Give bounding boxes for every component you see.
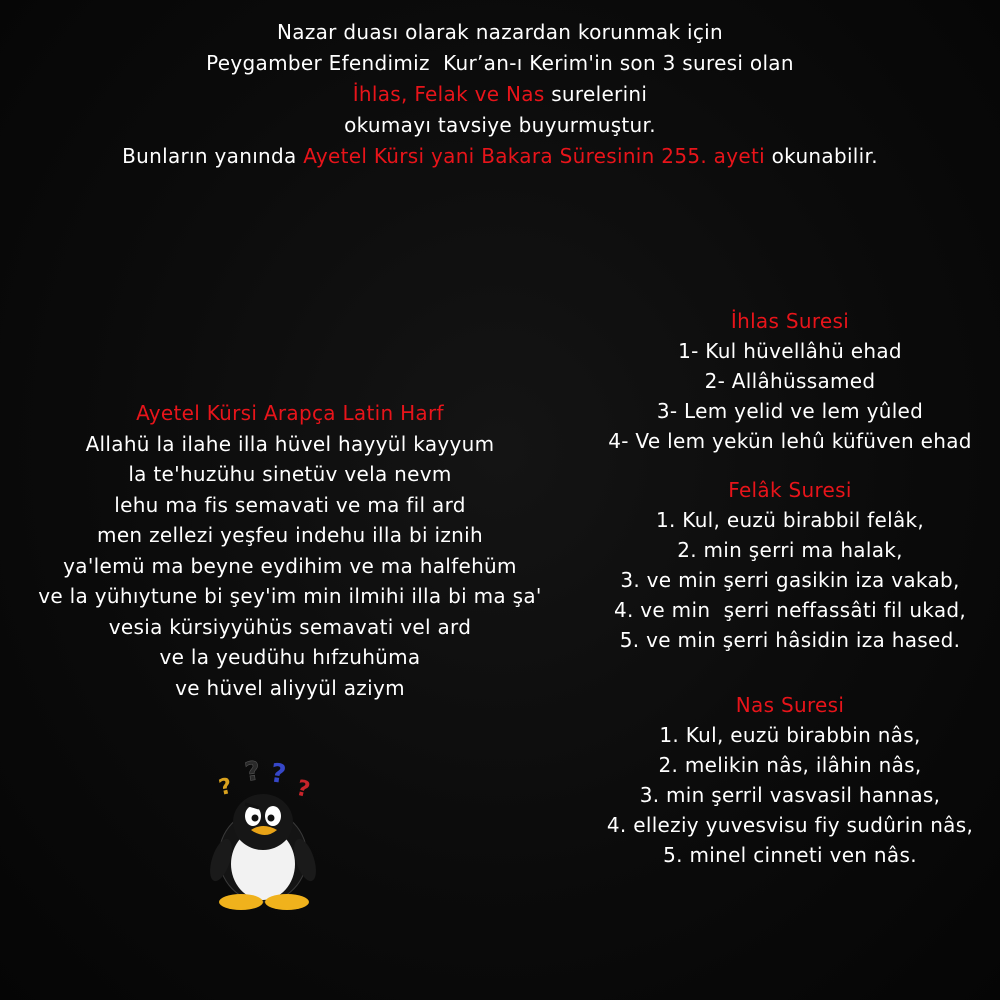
ayetel-kursi-line: ve la yeudühu hıfzuhüma — [159, 645, 421, 669]
ayetel-kursi-line: ve hüvel aliyyül aziym — [175, 675, 405, 700]
svg-text:?: ? — [293, 775, 313, 804]
intro-line-5 — [0, 141, 1000, 172]
nas-verse: 3. min şerril vasvasil hannas, — [639, 783, 941, 807]
felak-verse: 1. Kul, euzü birabbil felâk, — [655, 508, 925, 532]
nas-verse: 1. Kul, euzü birabbin nâs, — [659, 723, 921, 747]
svg-text:?: ? — [242, 756, 263, 788]
ayetel-kursi-line: men zellezi yeşfeu indehu illa bi iznih — [97, 523, 483, 547]
ayetel-kursi-title: Ayetel Kürsi Arapça Latin Harf — [136, 401, 444, 425]
nas-title: Nas Suresi — [735, 693, 845, 717]
ayetel-kursi-line: vesia kürsiyyühüs semavati vel ard — [108, 614, 472, 639]
intro-line-5-end: okunabilir. — [764, 144, 878, 168]
felak-title: Felâk Suresi — [728, 478, 852, 502]
ayetel-kursi-line: lehu ma fis semavati ve ma fil ard — [114, 492, 466, 517]
svg-text:?: ? — [268, 758, 288, 791]
nas-verse: 5. minel cinneti ven nâs. — [663, 843, 917, 867]
nas-verse: 4. elleziy yuvesvisu fiy sudûrin nâs, — [606, 813, 974, 837]
ihlas-verse: 3- Lem yelid ve lem yûled — [656, 399, 924, 423]
ihlas-title: İhlas Suresi — [730, 309, 850, 333]
ihlas-verse: 1- Kul hüvellâhü ehad — [678, 339, 902, 363]
confused-penguin-icon — [205, 752, 325, 912]
felak-verse: 3. ve min şerri gasikin iza vakab, — [620, 568, 960, 592]
felak-verse: 2. min şerri ma halak, — [677, 538, 903, 562]
ihlas-section — [580, 306, 1000, 456]
ayetel-kursi-line: Allahü la ilahe illa hüvel hayyül kayyum — [85, 431, 495, 456]
intro-line-5-start: Bunların yanında — [122, 144, 304, 168]
ihlas-verse: 4- Ve lem yekün lehû küfüven ehad — [608, 429, 972, 453]
ihlas-verse: 2- Allâhüssamed — [704, 369, 876, 393]
ayetel-kursi-line: la te'huzühu sinetüv vela nevm — [128, 462, 452, 486]
felak-section — [580, 475, 1000, 655]
ayetel-kursi-section — [0, 398, 580, 703]
ayetel-kursi-line: ya'lemü ma beyne eydihim ve ma halfehüm — [63, 553, 517, 578]
nas-section — [580, 690, 1000, 870]
felak-verse: 5. ve min şerri hâsidin iza hased. — [619, 628, 961, 652]
svg-text:?: ? — [216, 773, 235, 801]
intro-line-1: Nazar duası olarak nazardan korunmak için — [277, 20, 723, 44]
intro-surah-names: İhlas, Felak ve Nas — [352, 82, 545, 106]
ayetel-kursi-line: ve la yühıytune bi şey'im min ilmihi illa bi ma şa' — [38, 584, 542, 608]
intro-line-3 — [0, 79, 1000, 110]
intro-line-4: okumayı tavsiye buyurmuştur. — [344, 113, 656, 137]
intro-ayetel-kursi-ref: Ayetel Kürsi yani Bakara Süresinin 255. ayeti — [303, 144, 765, 168]
intro-line-2: Peygamber Efendimiz Kur’an-ı Kerim'in son 3 suresi olan — [206, 51, 794, 75]
intro-text — [0, 17, 1000, 172]
intro-line-3-rest: surelerini — [544, 82, 648, 106]
nas-verse: 2. melikin nâs, ilâhin nâs, — [658, 753, 922, 777]
felak-verse: 4. ve min şerri neffassâti fil ukad, — [613, 598, 967, 622]
